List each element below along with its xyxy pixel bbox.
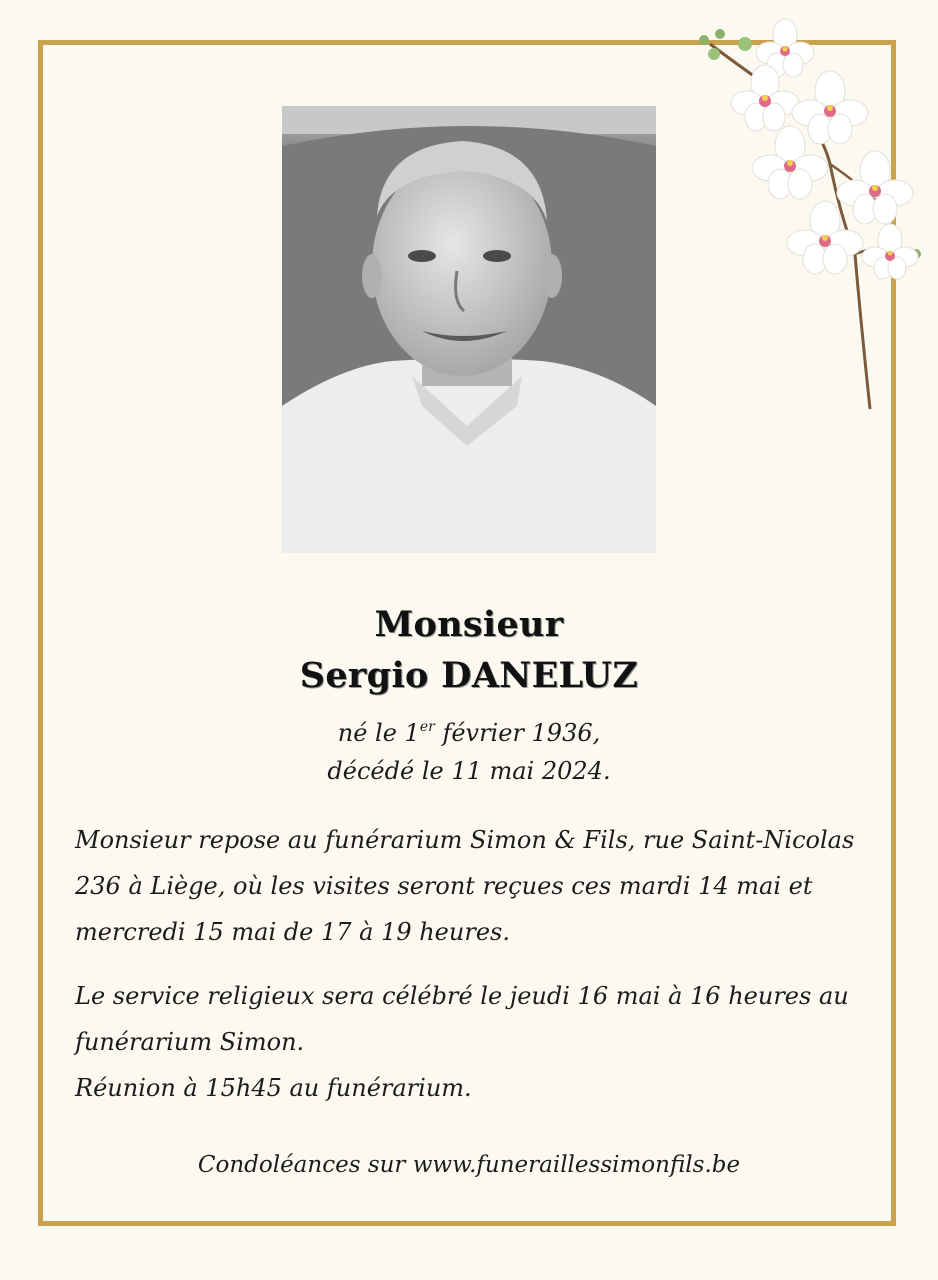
death-date: décédé le 11 mai 2024. xyxy=(327,757,611,785)
service-paragraph xyxy=(75,973,865,1111)
birth-date: né le 1er février 1936, xyxy=(337,719,601,747)
visitation-paragraph xyxy=(75,817,865,955)
paragraph-line: Monsieur repose au funérarium Simon & Fils, rue Saint-Nicolas xyxy=(75,826,855,854)
paragraph-line: 236 à Liège, où les visites seront reçues ces mardi 14 mai et xyxy=(75,872,813,900)
condolences-link[interactable]: Condoléances sur www.funeraillessimonfils.be xyxy=(197,1152,741,1178)
dates-block xyxy=(0,714,938,790)
portrait-photo xyxy=(282,106,656,553)
orchid-icon xyxy=(690,14,930,414)
paragraph-line: Le service religieux sera célébré le jeudi 16 mai à 16 heures au xyxy=(75,982,849,1010)
deceased-name: Sergio DANELUZ xyxy=(299,655,639,696)
paragraph-line: Réunion à 15h45 au funérarium. xyxy=(75,1074,472,1102)
paragraph-line: mercredi 15 mai de 17 à 19 heures. xyxy=(75,918,510,946)
paragraph-line: funérarium Simon. xyxy=(75,1028,305,1056)
title-civility: Monsieur xyxy=(374,604,564,645)
